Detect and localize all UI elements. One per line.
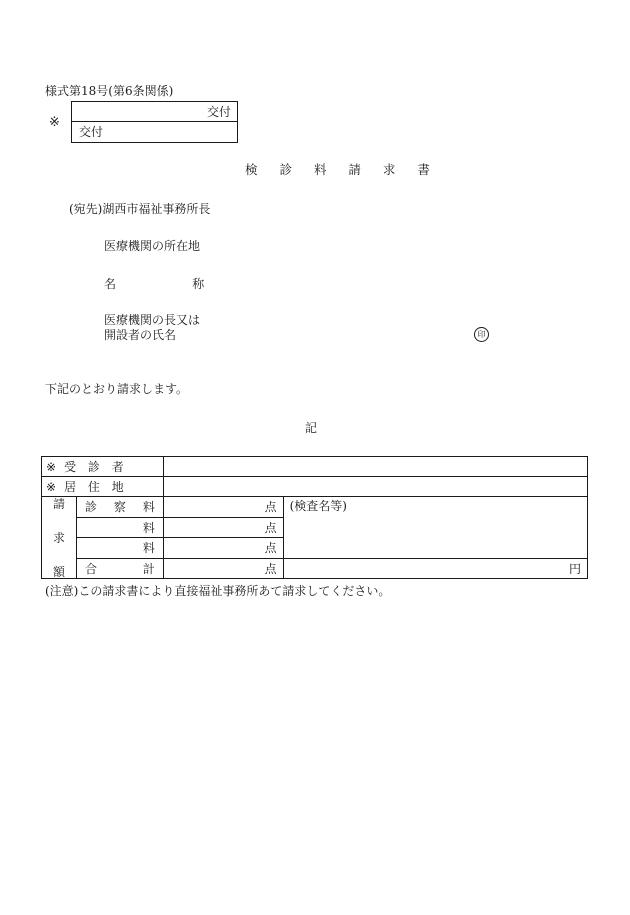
page-title: 検 診 料 請 求 書 <box>245 162 439 177</box>
issue-mark: ※ <box>49 115 60 130</box>
institution-head-label-2: 開設者の氏名 <box>104 328 177 342</box>
fee-label-2[interactable]: 料 <box>76 518 163 538</box>
fee-label-3[interactable]: 料 <box>76 538 163 559</box>
residence-label: 居 住 地 <box>64 479 128 494</box>
recipient-label: 受 診 者 <box>64 459 128 474</box>
seal-mark: 印 <box>474 327 489 342</box>
residence-label-cell <box>42 477 164 497</box>
total-points[interactable]: 点 <box>163 559 283 579</box>
fee-points-2[interactable]: 点 <box>163 518 283 538</box>
fee-points-1[interactable]: 点 <box>163 497 283 518</box>
recipient-mark: ※ <box>46 459 57 474</box>
issue-row1: 交付 <box>206 105 231 119</box>
fee-points-3[interactable]: 点 <box>163 538 283 559</box>
ki-label: 記 <box>305 421 318 435</box>
total-label: 合 計 <box>76 559 163 579</box>
issue-box <box>71 101 238 143</box>
claim-amount-label <box>42 497 77 579</box>
residence-field[interactable] <box>163 477 587 497</box>
claim-char-1: 請 <box>52 496 65 511</box>
institution-name-label: 名 称 <box>104 277 205 291</box>
issue-row2: 交付 <box>79 125 104 139</box>
note: (注意)この請求書により直接福祉事務所あて請求してください。 <box>45 584 391 598</box>
exam-name-label: (検査名等) <box>289 499 347 513</box>
recipient-label-cell <box>42 457 164 477</box>
institution-address-label: 医療機関の所在地 <box>104 239 201 253</box>
fee-label-1: 診 察 料 <box>76 497 163 518</box>
form-number: 様式第18号(第6条関係) <box>45 84 174 98</box>
request-text: 下記のとおり請求します。 <box>45 382 189 396</box>
claim-table <box>41 456 588 579</box>
claim-char-3: 額 <box>52 564 65 579</box>
institution-head-label-1: 医療機関の長又は <box>104 313 201 327</box>
claim-char-2: 求 <box>52 530 65 545</box>
exam-name-field[interactable] <box>283 497 587 559</box>
recipient-field[interactable] <box>163 457 587 477</box>
total-yen[interactable]: 円 <box>283 559 587 579</box>
residence-mark: ※ <box>46 479 57 494</box>
addressee: (宛先)湖西市福祉事務所長 <box>69 202 211 216</box>
